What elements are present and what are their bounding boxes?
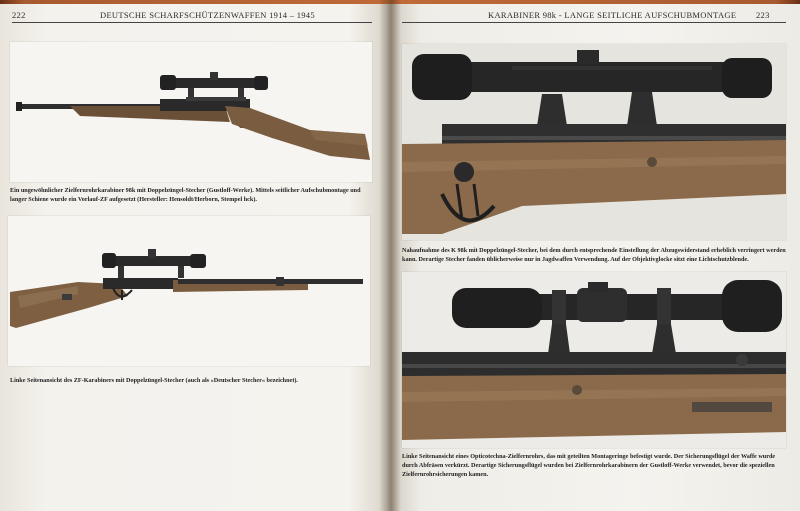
closeup-rifle-illustration bbox=[402, 44, 786, 240]
closeup-photo-double-set-trigger bbox=[402, 44, 786, 240]
right-header-rule bbox=[402, 22, 786, 23]
rifle-left-side-illustration bbox=[8, 216, 370, 366]
left-page-number: 222 bbox=[12, 10, 26, 20]
left-caption-2: Linke Seitenansicht des ZF-Karabiners mit Doppelzüngel-Stecher (auch als »Deutscher Stecher« bezeichnet). bbox=[10, 377, 298, 384]
left-running-title: DEUTSCHE SCHARFSCHÜTZENWAFFEN 1914 – 1945 bbox=[100, 10, 315, 20]
left-caption-1: Ein ungewöhnlicher Zielfernrohrkarabiner 98k mit Doppelzüngel-Stecher (Gustloff-Werke). Mittels seitlicher Aufschubmontage und langer Schiene wurde ein Vorlauf-ZF aufgesetzt (Hersteller: Hensoldt/Herborn, Stempel hck). bbox=[10, 187, 361, 203]
left-page bbox=[0, 4, 388, 511]
opticotechna-scope-photo bbox=[402, 272, 786, 448]
rifle-photo-left-side bbox=[8, 216, 370, 366]
left-header-rule bbox=[12, 22, 372, 23]
rifle-right-side-illustration bbox=[10, 42, 372, 182]
right-running-title: KARABINER 98k - LANGE SEITLICHE AUFSCHUBMONTAGE bbox=[488, 10, 737, 20]
opticotechna-scope-illustration bbox=[402, 272, 786, 448]
right-caption-1: Nahaufnahme des K 98k mit Doppelzüngel-Stecher, bei dem durch entsprechende Einstellung der Abzugswiderstand erheblich verringert werden kann. Derartige Stecher fanden üblicherweise nur in Jagdwaffen Verwendung. Auf der Objektivglocke sitzt eine Lichtschutzblende. bbox=[402, 247, 786, 263]
right-caption-2: Linke Seitenansicht eines Opticotechna-Zielfernrohrs, das mit geteilten Montageringe befestigt wurde. Der Sicherungsflügel der Waffe wurde durch Abfräsen verkürzt. Derartige Sicherungsflügel wurden bei Zielfernrohrkarabinern der Gustloff-Werke verwendet, bevor die speziellen Zielfernrohrsicherungen kamen. bbox=[402, 453, 776, 478]
right-page bbox=[388, 4, 800, 511]
right-page-number: 223 bbox=[756, 10, 770, 20]
rifle-photo-right-side bbox=[10, 42, 372, 182]
